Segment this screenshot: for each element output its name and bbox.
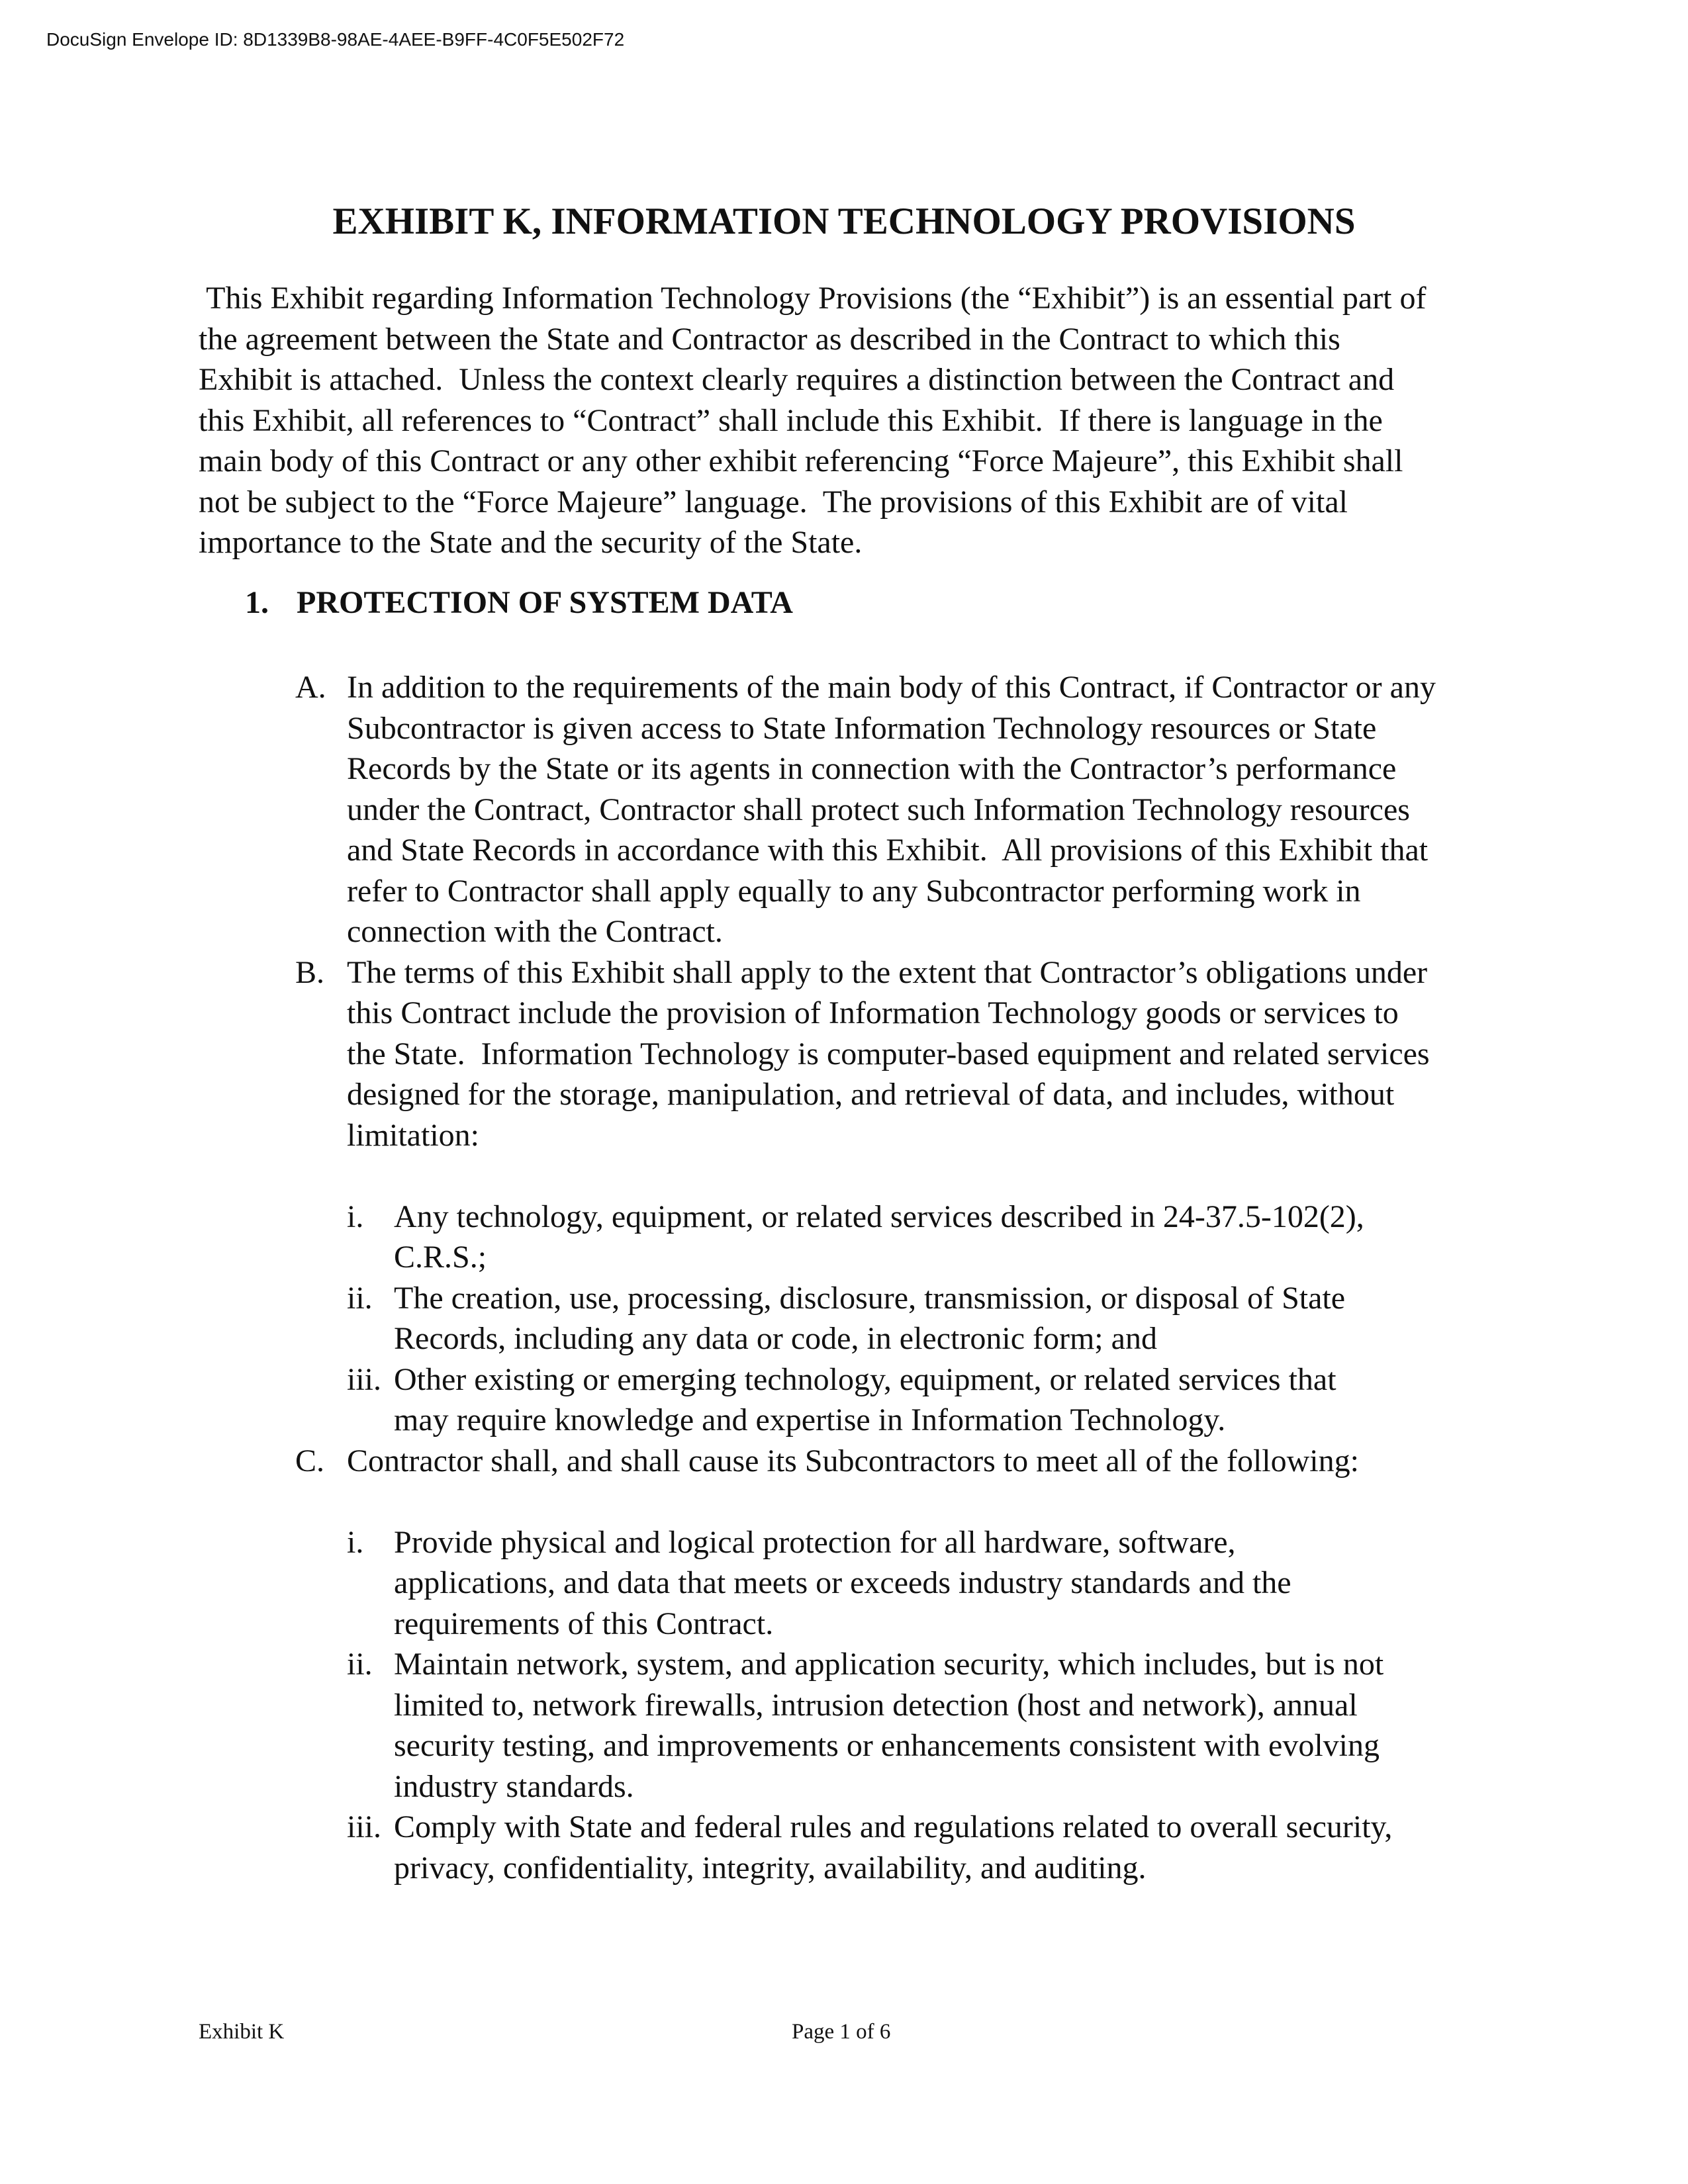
footer-page-number: Page 1 of 6 [792,2020,891,2044]
item-line: Records by the State or its agents in connection with the Contractor’s performance [347,751,1397,786]
sub-item-line: Provide physical and logical protection for all hardware, software, [394,1524,1236,1560]
sub-item-line: The creation, use, processing, disclosure, transmission, or disposal of State [394,1280,1346,1316]
document-title: EXHIBIT K, INFORMATION TECHNOLOGY PROVISIONS [332,201,1356,242]
item-line: refer to Contractor shall apply equally to any Subcontractor performing work in [347,873,1361,909]
sub-item-body [394,1359,1455,1441]
sub-item-line: requirements of this Contract. [394,1606,774,1641]
sub-item-body [394,1644,1455,1807]
item-body [347,1441,1507,1889]
item-body [347,667,1507,952]
sub-item-line: Any technology, equipment, or related services described in 24-37.5-102(2), [394,1199,1364,1234]
sub-item-marker: i. [347,1199,364,1234]
item-marker: B. [295,954,325,990]
sub-item-line: security testing, and improvements or enhancements consistent with evolving [394,1728,1380,1763]
sub-item-marker: i. [347,1524,364,1560]
item-line: this Contract include the provision of Information Technology goods or services to [347,995,1399,1030]
item-line: connection with the Contract. [347,914,723,949]
sub-item-body [394,1807,1455,1888]
intro-line: the agreement between the State and Contractor as described in the Contract to which this [199,321,1340,357]
item-marker: C. [295,1443,325,1479]
item-line: and State Records in accordance with this Exhibit. All provisions of this Exhibit that [347,833,1429,868]
intro-line: not be subject to the “Force Majeure” language. The provisions of this Exhibit are of vital [199,484,1348,520]
footer-exhibit-label: Exhibit K [199,2020,285,2044]
sub-item-line: Comply with State and federal rules and regulations related to overall security, [394,1809,1393,1844]
sub-item-body [394,1522,1455,1645]
item-line: Subcontractor is given access to State Information Technology resources or State [347,710,1377,746]
sub-item-marker: ii. [347,1280,373,1316]
sub-item-line: applications, and data that meets or exceeds industry standards and the [394,1565,1291,1600]
item-line: the State. Information Technology is computer-based equipment and related services [347,1036,1430,1071]
item-line: Contractor shall, and shall cause its Subcontractors to meet all of the following: [347,1443,1359,1479]
item-line: limitation: [347,1117,479,1153]
sub-item-line: limited to, network firewalls, intrusion detection (host and network), annual [394,1687,1358,1723]
intro-line: This Exhibit regarding Information Technology Provisions (the “Exhibit”) is an essential part of [199,281,1427,316]
section-heading [245,582,793,623]
sub-item-marker: ii. [347,1647,373,1682]
sub-item-body [394,1278,1455,1359]
sub-list-item [295,1197,1455,1278]
sub-item-line: privacy, confidentiality, integrity, availability, and auditing. [394,1850,1147,1886]
list-item [295,667,1507,952]
intro-text [199,278,1489,563]
sub-item-line: Records, including any data or code, in electronic form; and [394,1321,1157,1356]
list-item [295,952,1507,1441]
sub-list-item [295,1359,1455,1441]
sub-item-marker: iii. [347,1361,382,1397]
sub-item-line: Other existing or emerging technology, equipment, or related services that [394,1361,1336,1397]
sub-list-item [295,1278,1455,1359]
item-body [347,952,1507,1441]
item-marker: A. [295,670,326,705]
item-line: under the Contract, Contractor shall protect such Information Technology resources [347,792,1410,827]
list-item [295,1441,1507,1889]
sub-item-line: industry standards. [394,1768,634,1804]
item-line: The terms of this Exhibit shall apply to the extent that Contractor’s obligations under [347,954,1428,990]
intro-line: main body of this Contract or any other exhibit referencing “Force Majeure”, this Exhibit shall [199,443,1403,478]
item-line: In addition to the requirements of the main body of this Contract, if Contractor or any [347,670,1436,705]
sub-item-line: may require knowledge and expertise in Information Technology. [394,1402,1226,1437]
sub-item-line: Maintain network, system, and application security, which includes, but is not [394,1647,1384,1682]
intro-line: importance to the State and the security of the State. [199,525,863,560]
section-items [295,667,1507,1888]
section-title: PROTECTION OF SYSTEM DATA [297,585,793,620]
sub-list-item [295,1644,1455,1807]
sub-list [347,1522,1507,1889]
item-line: designed for the storage, manipulation, and retrieval of data, and includes, without [347,1077,1395,1112]
sub-item-line: C.R.S.; [394,1240,487,1275]
docusign-envelope-id: DocuSign Envelope ID: 8D1339B8-98AE-4AEE-B9FF-4C0F5E502F72 [46,29,625,50]
sub-list-item [295,1807,1455,1888]
sub-list-item [295,1522,1455,1645]
intro-line: Exhibit is attached. Unless the context clearly requires a distinction between the Contract and [199,362,1395,397]
section-number: 1. [245,585,269,620]
sub-list [347,1197,1507,1441]
intro-paragraph [199,278,1489,563]
sub-item-body [394,1197,1455,1278]
intro-line: this Exhibit, all references to “Contract” shall include this Exhibit. If there is language in the [199,402,1383,438]
sub-item-marker: iii. [347,1809,382,1844]
